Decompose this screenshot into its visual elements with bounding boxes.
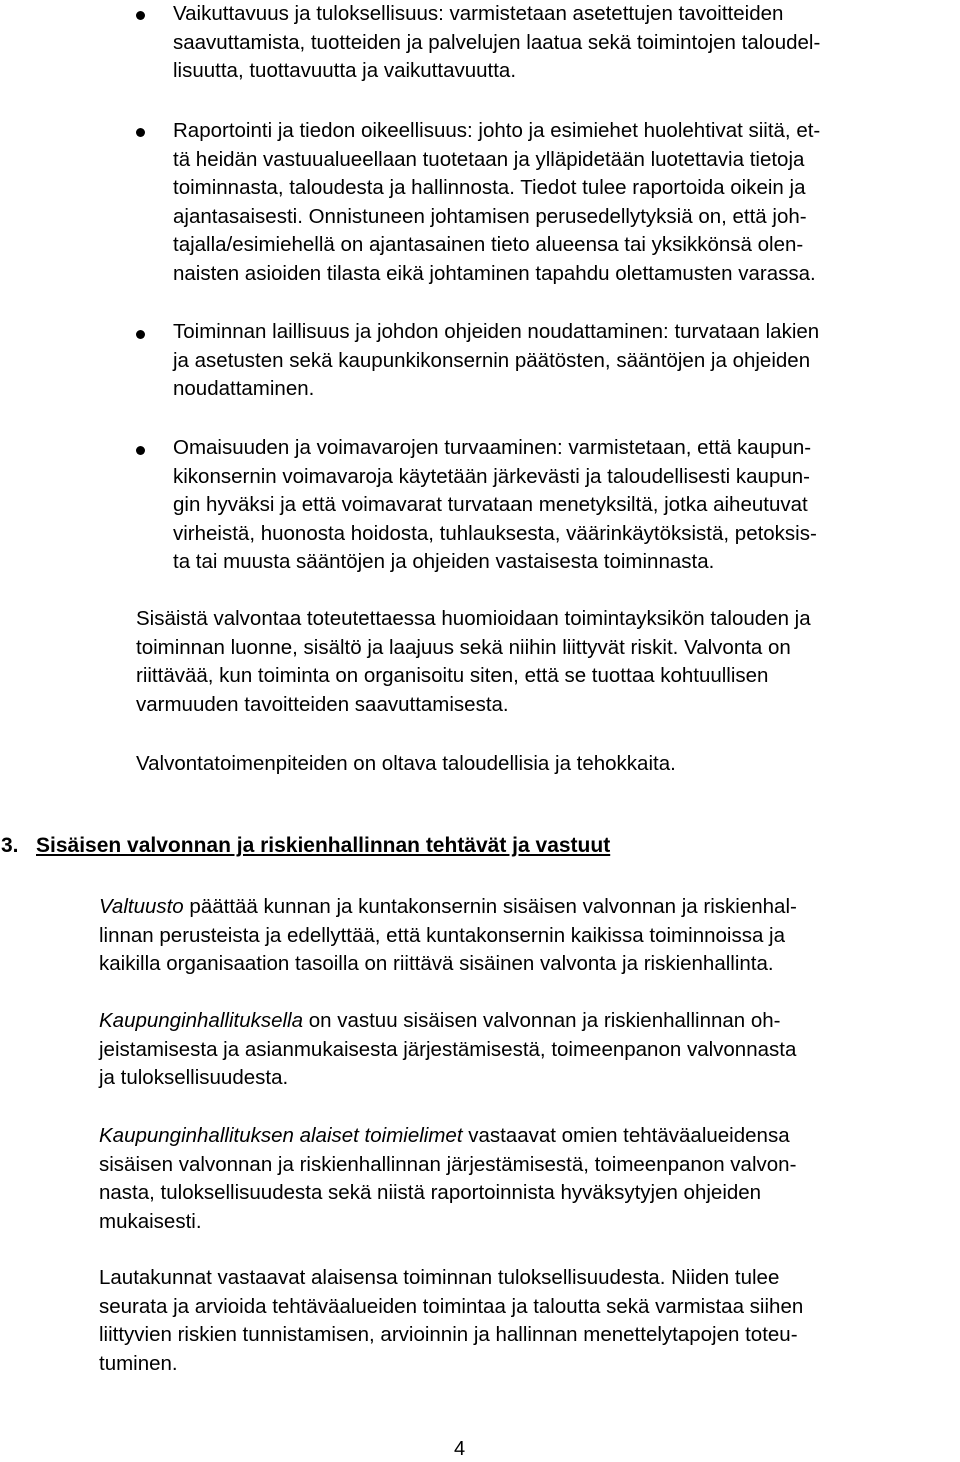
paragraph: Lautakunnat vastaavat alaisensa toiminnan tuloksellisuudesta. Niiden tulee seurata ja arvioida tehtäväalueiden toimintaa ja taloutta sekä varmistaa siihen liittyvien riskien tunnistamisen, arvioinnin ja hallinnan menettelytapojen toteu- tuminen. [99,1266,804,1375]
section-title: Sisäisen valvonnan ja riskienhallinnan tehtävät ja vastuut [36,834,611,857]
bullet-item: Vaikuttavuus ja tuloksellisuus: varmistetaan asetettujen tavoitteiden saavuttamista, tuotteiden ja palvelujen laatua sekä toimintojen taloudel- lisuutta, tuottavuutta ja vaikuttavuutta. [173,2,821,83]
bullet-item: Omaisuuden ja voimavarojen turvaaminen: varmistetaan, että kaupun- kikonsernin voimavaroja käytetään järkevästi ja taloudellisesti kaupun- gin hyväksi ja että voimavarat turvataan menetyksiltä, jotka aiheutuvat virheistä, huonosta hoidosta, tuhlauksesta, väärinkäytöksistä, petoksis- ta tai muusta sääntöjen ja ohjeiden vastaisesta toiminnasta. [173,436,817,574]
paragraph: Valtuusto päättää kunnan ja kuntakonsernin sisäisen valvonnan ja riskienhal- linnan perusteista ja edellyttää, että kuntakonsernin kaikissa toiminnoissa ja kaikilla organisaation tasoilla on riittävä sisäinen valvonta ja riskienhallinta. [99,895,797,976]
page-number: 4 [454,1438,466,1460]
section-number: 3. [1,834,19,857]
italic-term: Valtuusto [99,895,184,918]
italic-term: Kaupunginhallituksen alaiset toimielimet [99,1124,463,1147]
bullet-item: Raportointi ja tiedon oikeellisuus: johto ja esimiehet huolehtivat siitä, et- tä heidän vastuualueellaan tuotetaan ja ylläpidetään luotettavia tietoja toiminnasta, taloudesta ja hallinnosta. Tiedot tulee raportoida oikein ja ajantasaisesti. Onnistuneen johtamisen perusedellytyksiä on, että joh- tajalla/esimiehellä on ajantasainen tieto alueensa tai yksikkönsä olen- naisten asioiden tilasta eikä johtaminen tapahdu olettamusten varassa. [173,119,821,285]
bullet-dot [136,446,145,455]
bullet-item: Toiminnan laillisuus ja johdon ohjeiden noudattaminen: turvataan lakien ja asetusten sekä kaupunkikonsernin päätösten, sääntöjen ja ohjeiden noudattaminen. [173,320,820,401]
paragraph: Sisäistä valvontaa toteutettaessa huomioidaan toimintayksikön talouden ja toiminnan luonne, sisältö ja laajuus sekä niihin liittyvät riskit. Valvonta on riittävää, kun toiminta on organisoitu siten, että se tuottaa kohtuullisen varmuuden tavoitteiden saavuttamisesta. [136,607,811,716]
italic-term: Kaupunginhallituksella [99,1009,304,1032]
bullet-dot [136,330,145,339]
paragraph: Kaupunginhallituksen alaiset toimielimet vastaavat omien tehtäväalueidensa sisäisen valvonnan ja riskienhallinnan järjestämisestä, toimeenpanon valvon- nasta, tuloksellisuudesta sekä niistä raportoinnista hyväksytyjen ohjeiden mukaisesti. [99,1124,797,1233]
paragraph: Kaupunginhallituksella on vastuu sisäisen valvonnan ja riskienhallinnan oh- jeistamisesta ja asianmukaisesta järjestämisestä, toimeenpanon valvonnasta ja tuloksellisuudesta. [99,1009,797,1090]
bullet-dot [136,128,145,137]
bullet-dot [136,11,145,20]
paragraph: Valvontatoimenpiteiden on oltava taloudellisia ja tehokkaita. [136,752,676,775]
